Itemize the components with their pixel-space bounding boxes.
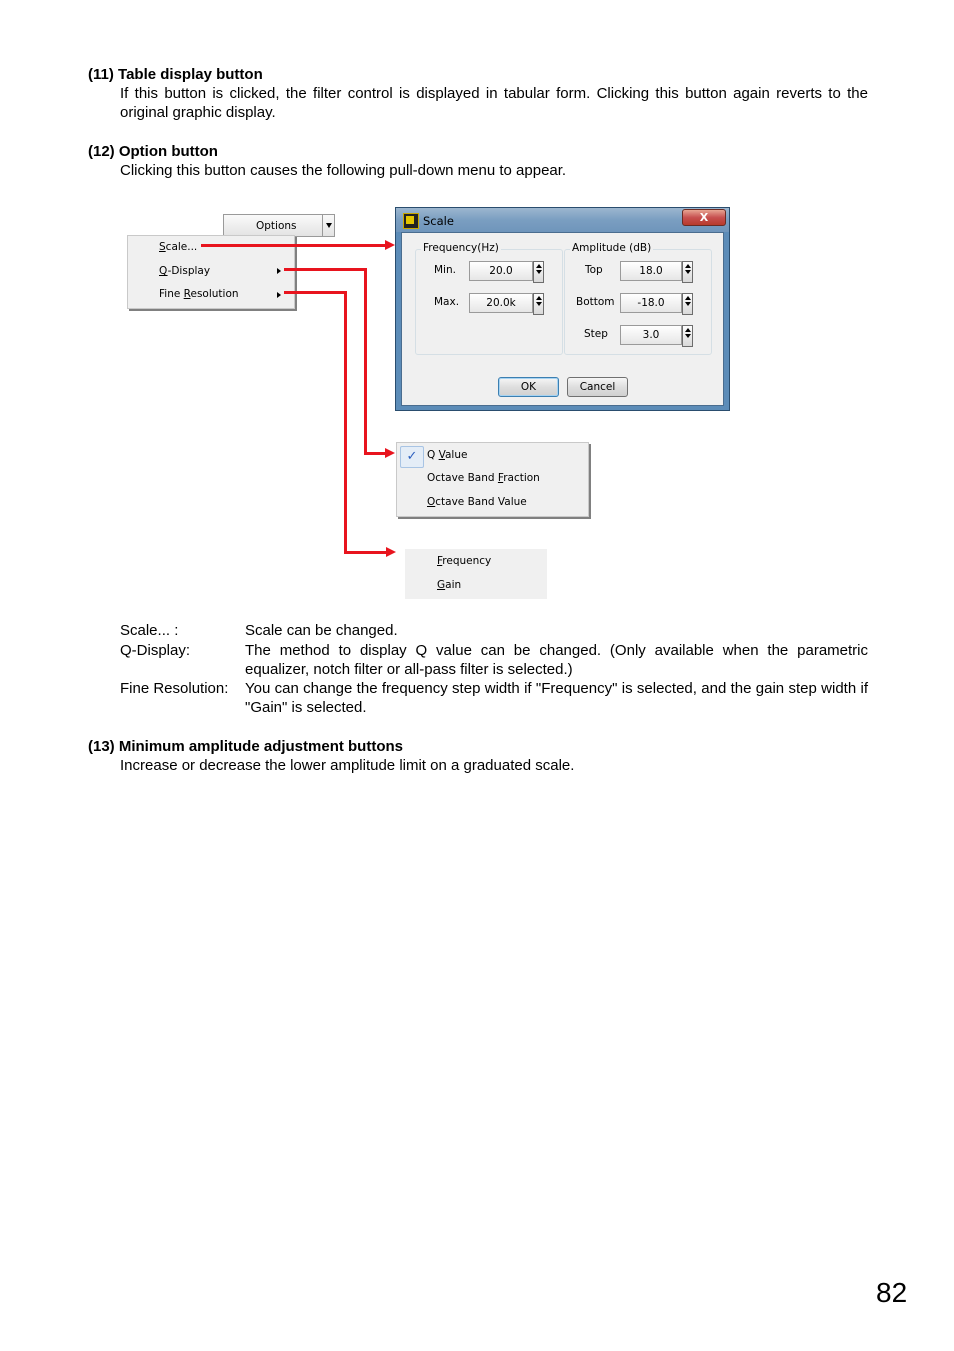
min-frequency-spinner[interactable] bbox=[533, 261, 544, 283]
dialog-body bbox=[401, 232, 724, 406]
bottom-label: Bottom bbox=[576, 296, 615, 308]
definition-desc-fine-resolution: You can change the frequency step width if "Frequency" is selected, and the gain step width if "Gain" is selected. bbox=[245, 680, 868, 716]
scale-dialog bbox=[395, 207, 730, 411]
menu-item-fine-resolution[interactable]: Fine Resolution bbox=[159, 288, 239, 300]
menu-item-gain[interactable]: Gain bbox=[437, 579, 462, 591]
frequency-group-label: Frequency(Hz) bbox=[423, 242, 499, 254]
fine-resolution-submenu bbox=[405, 549, 547, 599]
bottom-amplitude-spinner[interactable] bbox=[682, 293, 693, 315]
q-display-submenu bbox=[396, 442, 589, 517]
section-13-body: Increase or decrease the lower amplitude limit on a graduated scale. bbox=[120, 757, 575, 774]
spin-down-icon bbox=[685, 270, 691, 274]
spin-up-icon bbox=[536, 296, 542, 300]
step-field[interactable]: 3.0 bbox=[620, 325, 682, 345]
app-logo-icon bbox=[403, 213, 419, 229]
section-11-body: If this button is clicked, the filter control is displayed in tabular form. Clicking this button again reverts to the original graphic display. bbox=[120, 85, 868, 121]
check-icon: ✓ bbox=[400, 446, 424, 468]
menu-item-q-display[interactable]: Q-Display bbox=[159, 265, 211, 277]
top-amplitude-spinner[interactable] bbox=[682, 261, 693, 283]
chevron-down-icon bbox=[326, 223, 332, 228]
bottom-amplitude-field[interactable]: -18.0 bbox=[620, 293, 682, 313]
options-button-label: Options bbox=[256, 220, 297, 232]
amplitude-group-label: Amplitude (dB) bbox=[572, 242, 652, 254]
spin-up-icon bbox=[685, 296, 691, 300]
close-icon: X bbox=[699, 211, 709, 224]
section-12-body: Clicking this button causes the following pull-down menu to appear. bbox=[120, 162, 567, 179]
max-frequency-spinner[interactable] bbox=[533, 293, 544, 315]
definition-term-fine-resolution: Fine Resolution: bbox=[120, 680, 229, 697]
min-label: Min. bbox=[434, 264, 456, 276]
spin-up-icon bbox=[685, 264, 691, 268]
spin-up-icon bbox=[685, 328, 691, 332]
spin-down-icon bbox=[536, 302, 542, 306]
step-spinner[interactable] bbox=[682, 325, 693, 347]
top-amplitude-field[interactable]: 18.0 bbox=[620, 261, 682, 281]
spin-down-icon bbox=[685, 334, 691, 338]
section-13-heading: (13) Minimum amplitude adjustment buttons bbox=[88, 738, 404, 755]
ok-button[interactable]: OK bbox=[498, 377, 559, 397]
top-label: Top bbox=[585, 264, 603, 276]
page-number: 82 bbox=[876, 1277, 908, 1308]
submenu-arrow-icon bbox=[277, 268, 281, 274]
menu-item-frequency[interactable]: Frequency bbox=[437, 555, 492, 567]
step-label: Step bbox=[584, 328, 608, 340]
min-frequency-field[interactable]: 20.0 bbox=[469, 261, 533, 281]
dialog-title-bar[interactable] bbox=[396, 208, 729, 232]
menu-item-scale[interactable]: Scale... bbox=[159, 241, 198, 253]
options-dropdown-arrow[interactable] bbox=[322, 215, 334, 236]
menu-item-q-value[interactable]: Q Value bbox=[427, 449, 468, 461]
cancel-button[interactable]: Cancel bbox=[567, 377, 628, 397]
menu-item-octave-band-value[interactable]: Octave Band Value bbox=[427, 496, 527, 508]
max-label: Max. bbox=[434, 296, 460, 308]
max-frequency-field[interactable]: 20.0k bbox=[469, 293, 533, 313]
close-button[interactable] bbox=[682, 209, 726, 226]
dialog-title: Scale bbox=[423, 214, 454, 228]
section-11-heading: (11) Table display button bbox=[88, 66, 263, 83]
menu-item-octave-band-fraction[interactable]: Octave Band Fraction bbox=[427, 472, 540, 484]
submenu-arrow-icon bbox=[277, 292, 281, 298]
definition-term-scale: Scale... : bbox=[120, 622, 179, 639]
spin-up-icon bbox=[536, 264, 542, 268]
definition-desc-scale: Scale can be changed. bbox=[245, 622, 398, 639]
definition-term-q-display: Q-Display: bbox=[120, 642, 191, 659]
options-button[interactable] bbox=[223, 214, 335, 237]
definition-desc-q-display: The method to display Q value can be changed. (Only available when the parametric equalizer, notch filter or all-pass filter is selected.) bbox=[245, 642, 868, 678]
section-12-heading: (12) Option button bbox=[88, 143, 218, 160]
spin-down-icon bbox=[685, 302, 691, 306]
spin-down-icon bbox=[536, 270, 542, 274]
